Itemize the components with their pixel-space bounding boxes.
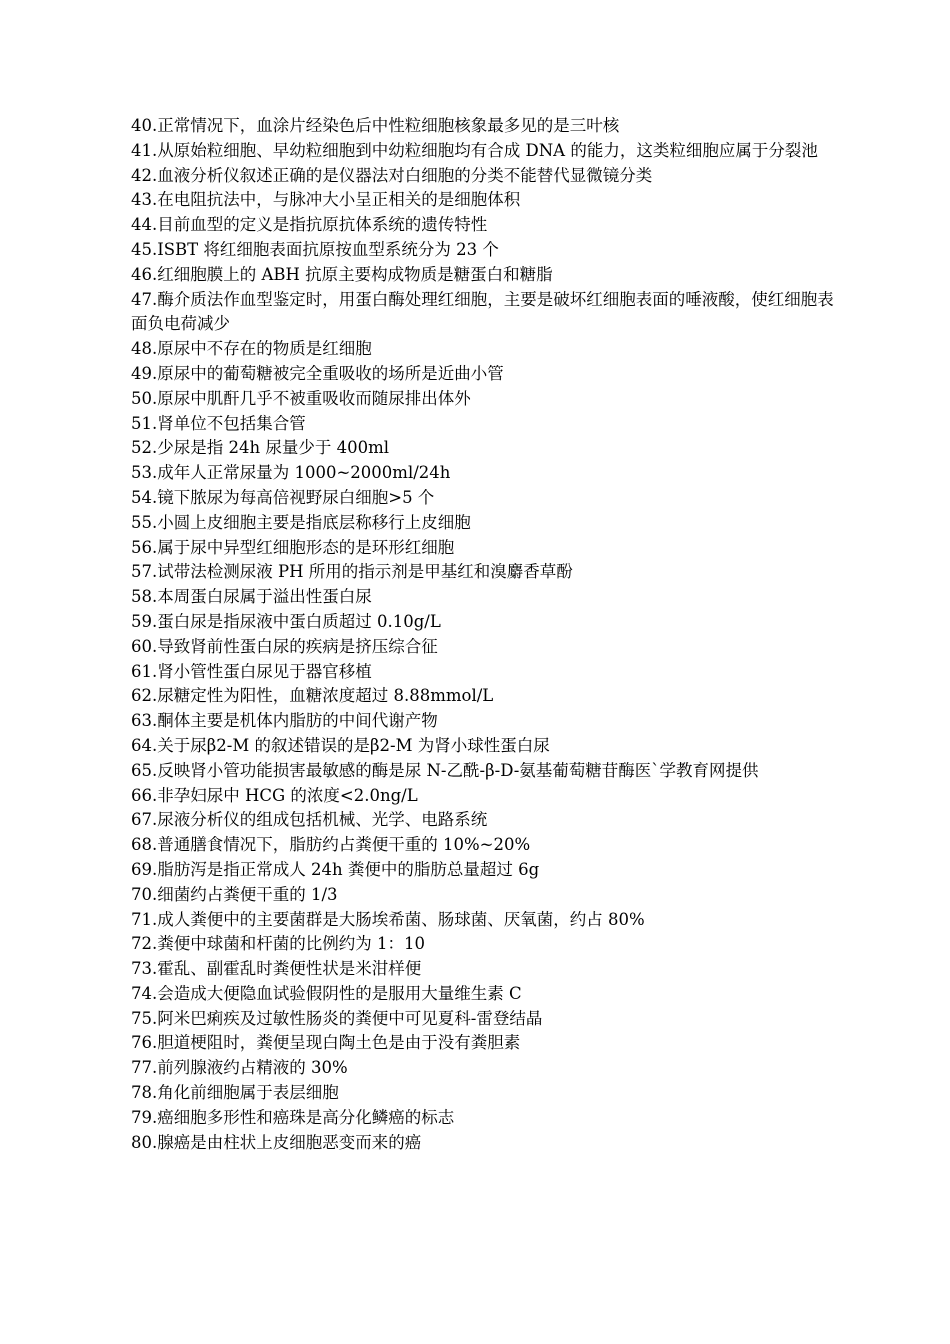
text-line: 40.正常情况下，血涂片经染色后中性粒细胞核象最多见的是三叶核 (131, 116, 620, 135)
text-line: 48.原尿中不存在的物质是红细胞 (131, 339, 372, 359)
text-line: 59.蛋白尿是指尿液中蛋白质超过 0.10g/L (131, 611, 441, 631)
text-line: 54.镜下脓尿为每高倍视野尿白细胞>5 个 (131, 487, 435, 507)
text-line: 58.本周蛋白尿属于溢出性蛋白尿 (131, 587, 372, 607)
document-body (131, 114, 841, 1155)
text-line: 56.属于尿中异型红细胞形态的是环形红细胞 (131, 537, 455, 557)
text-line: 53.成年人正常尿量为 1000~2000ml/24h (131, 463, 451, 483)
text-line: 46.红细胞膜上的 ABH 抗原主要构成物质是糖蛋白和糖脂 (131, 264, 553, 284)
text-line: 69.脂肪泻是指正常成人 24h 粪便中的脂肪总量超过 6g (131, 859, 540, 879)
text-line: 71.成人粪便中的主要菌群是大肠埃希菌、肠球菌、厌氧菌，约占 80% (131, 909, 645, 929)
text-line: 65.反映肾小管功能损害最敏感的酶是尿 N-乙酰-β-D-氨基葡萄糖苷酶医`学教育网提供 (131, 760, 759, 780)
text-line: 72.粪便中球菌和杆菌的比例约为 1：10 (131, 934, 425, 954)
text-line: 77.前列腺液约占精液的 30% (131, 1058, 348, 1078)
text-line: 78.角化前细胞属于表层细胞 (131, 1083, 339, 1103)
text-line: 41.从原始粒细胞、早幼粒细胞到中幼粒细胞均有合成 DNA 的能力，这类粒细胞应属于分裂池 (131, 140, 818, 160)
text-line: 68.普通膳食情况下，脂肪约占粪便干重的 10%~20% (131, 835, 531, 855)
text-line: 55.小圆上皮细胞主要是指底层称移行上皮细胞 (131, 512, 471, 532)
text-line: 70.细菌约占粪便干重的 1/3 (131, 884, 338, 904)
text-line: 49.原尿中的葡萄糖被完全重吸收的场所是近曲小管 (131, 363, 504, 383)
text-line: 60.导致肾前性蛋白尿的疾病是挤压综合征 (131, 636, 438, 656)
text-line: 66.非孕妇尿中 HCG 的浓度<2.0ng/L (131, 785, 418, 805)
text-line: 57.试带法检测尿液 PH 所用的指示剂是甲基红和溴麝香草酚 (131, 562, 573, 582)
text-line: 44.目前血型的定义是指抗原抗体系统的遗传特性 (131, 215, 488, 235)
text-line: 80.腺癌是由柱状上皮细胞恶变而来的癌 (131, 1132, 422, 1152)
text-line: 42.血液分析仪叙述正确的是仪器法对白细胞的分类不能替代显微镜分类 (131, 165, 653, 185)
text-line: 79.癌细胞多形性和癌珠是高分化鳞癌的标志 (131, 1107, 455, 1127)
text-line: 75.阿米巴痢疾及过敏性肠炎的粪便中可见夏科-雷登结晶 (131, 1008, 543, 1028)
text-line: 63.酮体主要是机体内脂肪的中间代谢产物 (131, 711, 438, 731)
text-line: 45.ISBT 将红细胞表面抗原按血型系统分为 23 个 (131, 239, 499, 259)
text-line: 52.少尿是指 24h 尿量少于 400ml (131, 438, 390, 458)
text-line: 76.胆道梗阻时，粪便呈现白陶土色是由于没有粪胆素 (131, 1033, 521, 1053)
text-line: 50.原尿中肌酐几乎不被重吸收而随尿排出体外 (131, 388, 471, 408)
text-line: 61.肾小管性蛋白尿见于器官移植 (131, 661, 372, 681)
text-line: 64.关于尿β2-M 的叙述错误的是β2-M 为肾小球性蛋白尿 (131, 735, 550, 755)
text-line: 62.尿糖定性为阳性，血糖浓度超过 8.88mmol/L (131, 686, 494, 706)
text-line: 67.尿液分析仪的组成包括机械、光学、电路系统 (131, 810, 488, 830)
text-line: 47.酶介质法作血型鉴定时，用蛋白酶处理红细胞，主要是破坏红细胞表面的唾液酸，使红细胞表面负电荷减少 (131, 289, 834, 334)
text-line: 74.会造成大便隐血试验假阴性的是服用大量维生素 C (131, 983, 522, 1003)
text-line: 51.肾单位不包括集合管 (131, 413, 306, 433)
text-line: 73.霍乱、副霍乱时粪便性状是米泔样便 (131, 959, 422, 979)
text-line: 43.在电阻抗法中，与脉冲大小呈正相关的是细胞体积 (131, 190, 521, 210)
